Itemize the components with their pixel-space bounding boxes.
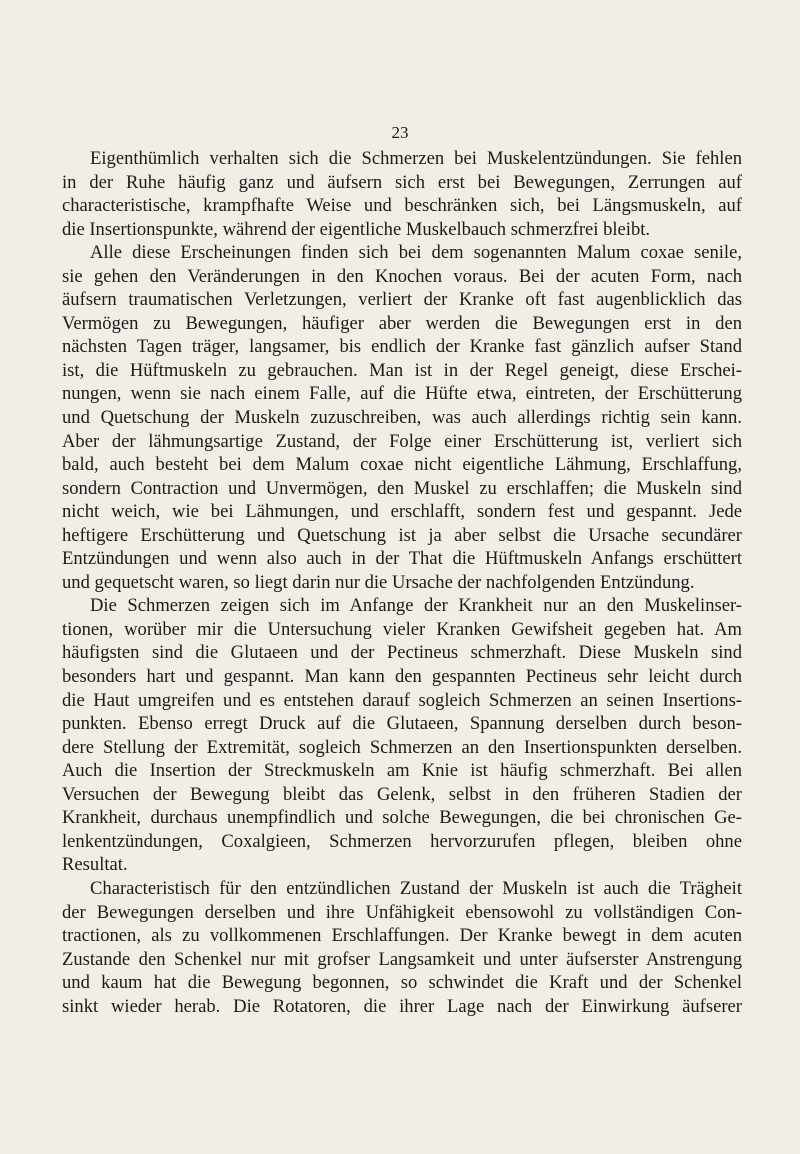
text-line: Zustande den Schenkel nur mit grofser Langsamkeit und unter äufserster Anstrengung bbox=[62, 948, 742, 970]
text-line: Die Schmerzen zeigen sich im Anfange der Krankheit nur an den Muskelinser- bbox=[90, 595, 742, 617]
page-number: 23 bbox=[391, 123, 409, 142]
body-text bbox=[62, 147, 742, 1018]
text-line: bald, auch besteht bei dem Malum coxae nicht eigentliche Lähmung, Erschlaffung, bbox=[62, 454, 742, 476]
text-line: Eigenthümlich verhalten sich die Schmerzen bei Muskelentzündungen. Sie fehlen bbox=[90, 148, 742, 169]
text-line: nächsten Tagen träger, langsamer, bis endlich der Kranke fast gänzlich aufser Stand bbox=[62, 336, 742, 358]
text-line: Characteristisch für den entzündlichen Zustand der Muskeln ist auch die Trägheit bbox=[90, 877, 742, 899]
text-line: Versuchen der Bewegung bleibt das Gelenk, selbst in den früheren Stadien der bbox=[62, 783, 742, 805]
text-line: Resultat. bbox=[62, 854, 128, 876]
text-line: die Insertionspunkte, während der eigentliche Muskelbauch schmerzfrei bleibt. bbox=[62, 218, 651, 240]
text-line: Auch die Insertion der Streckmuskeln am Knie ist häufig schmerzhaft. Bei allen bbox=[62, 760, 742, 782]
text-line: characteristische, krampfhafte Weise und beschränken sich, bei Längsmuskeln, auf bbox=[62, 195, 742, 217]
text-line: Vermögen zu Bewegungen, häufiger aber werden die Bewegungen erst in den bbox=[62, 312, 742, 334]
text-line: ist, die Hüftmuskeln zu gebrauchen. Man ist in der Regel geneigt, diese Erschei- bbox=[62, 359, 742, 381]
text-line: häufigsten sind die Glutaeen und der Pectineus schmerzhaft. Diese Muskeln sind bbox=[62, 642, 742, 664]
text-line: heftigere Erschütterung und Quetschung ist ja aber selbst die Ursache secundärer bbox=[62, 524, 742, 546]
text-line: der Bewegungen derselben und ihre Unfähigkeit ebensowohl zu vollständigen Con- bbox=[62, 901, 742, 923]
text-line: Alle diese Erscheinungen finden sich bei dem sogenannten Malum coxae senile, bbox=[90, 242, 742, 264]
text-line: und Quetschung der Muskeln zuzuschreiben, was auch allerdings richtig sein kann. bbox=[62, 407, 742, 429]
text-line: tionen, worüber mir die Untersuchung vieler Kranken Gewifsheit gegeben hat. Am bbox=[62, 618, 742, 640]
text-line: und kaum hat die Bewegung begonnen, so schwindet die Kraft und der Schenkel bbox=[62, 972, 742, 994]
text-line: sie gehen den Veränderungen in den Knochen voraus. Bei der acuten Form, nach bbox=[62, 265, 742, 287]
text-line: dere Stellung der Extremität, sogleich Schmerzen an den Insertionspunkten derselben. bbox=[62, 736, 742, 758]
text-line: tractionen, als zu vollkommenen Erschlaffungen. Der Kranke bewegt in dem acuten bbox=[62, 925, 742, 947]
text-line: besonders hart und gespannt. Man kann den gespannten Pectineus sehr leicht durch bbox=[62, 666, 742, 688]
text-line: Krankheit, durchaus unempfindlich und solche Bewegungen, die bei chronischen Ge- bbox=[62, 807, 742, 829]
text-line: in der Ruhe häufig ganz und äufsern sich erst bei Bewegungen, Zerrungen auf bbox=[62, 171, 742, 193]
text-line: nicht weich, wie bei Lähmungen, und erschlafft, sondern fest und gespannt. Jede bbox=[62, 501, 742, 523]
text-line: sondern Contraction und Unvermögen, den Muskel zu erschlaffen; die Muskeln sind bbox=[62, 477, 742, 499]
text-line: Entzündungen und wenn also auch in der That die Hüftmuskeln Anfangs erschüttert bbox=[62, 548, 742, 570]
text-line: nungen, wenn sie nach einem Falle, auf die Hüfte etwa, eintreten, der Erschütterung bbox=[62, 383, 742, 405]
text-line: lenkentzündungen, Coxalgieen, Schmerzen hervorzurufen pflegen, bleiben ohne bbox=[62, 830, 742, 852]
text-line: die Haut umgreifen und es entstehen darauf sogleich Schmerzen an seinen Insertions- bbox=[62, 689, 742, 711]
text-line: punkten. Ebenso erregt Druck auf die Glutaeen, Spannung derselben durch beson- bbox=[62, 713, 742, 735]
text-line: sinkt wieder herab. Die Rotatoren, die ihrer Lage nach der Einwirkung äufserer bbox=[62, 995, 742, 1017]
text-line: und gequetscht waren, so liegt darin nur die Ursache der nachfolgenden Entzündung. bbox=[62, 571, 695, 593]
text-line: Aber der lähmungsartige Zustand, der Folge einer Erschütterung ist, verliert sich bbox=[62, 430, 742, 452]
text-line: äufsern traumatischen Verletzungen, verliert der Kranke oft fast augenblicklich das bbox=[62, 289, 742, 311]
